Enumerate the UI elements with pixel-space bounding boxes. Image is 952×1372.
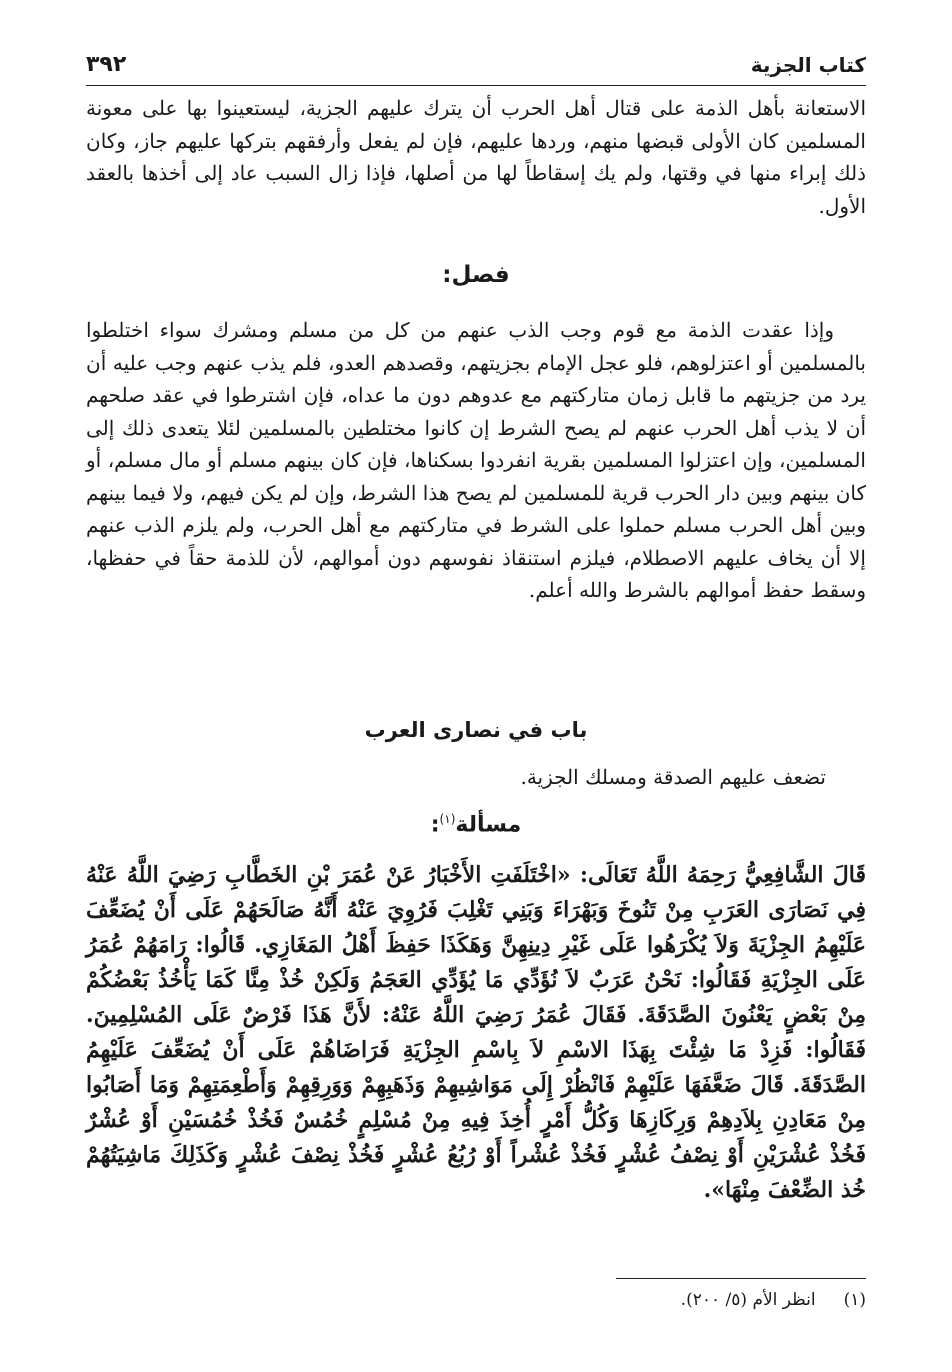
footnote-number: (١) [843, 1290, 866, 1310]
footnote-reference[interactable]: (١) [439, 812, 456, 826]
book-title: كتاب الجزية [750, 53, 866, 77]
masala-heading [86, 812, 866, 837]
footnote-text: انظر الأم (٥/ ٢٠٠). [680, 1290, 816, 1310]
page-number: ٣٩٢ [86, 52, 127, 77]
paragraph-2: وإذا عقدت الذمة مع قوم وجب الذب عنهم من كل من مسلم ومشرك سواء اختلطوا بالمسلمين أو اعتزلوهم، فلو عجل الإمام بجزيتهم، وقصدهم العدو، فلم يذب عنهم وجب عليه أن يرد من جزيتهم ما قابل زمان متاركتهم مع عدوهم دون ما عداه، فإن اشترطوا في عقد صلحهم أن لا يذب أهل الحرب عنهم لم يصح الشرط إن كانوا مختلطين بالمسلمين لئلا يتعدى ذلك إلى المسلمين، وإن اعتزلوا المسلمين بقرية انفردوا بسكناها، فإن كان بينهم مسلم أو مال مسلم، أو كان بينهم وبين دار الحرب قرية للمسلمين لم يصح هذا الشرط، وإن لم يكن فيهم، ولا فيما بينهم وبين أهل الحرب مسلم حملوا على الشرط في متاركتهم مع أهل الحرب، ولم يلزم الذب عنهم إلا أن يخاف عليهم الاصطلام، فيلزم استنقاذ نفوسهم دون أموالهم، لأن للذمة حقاً في حفظها، وسقط حفظ أموالهم بالشرط والله أعلم. [86, 318, 867, 602]
fasl-heading: فصل: [442, 262, 510, 288]
running-header [86, 40, 866, 86]
bab-heading: باب في نصارى العرب [364, 718, 588, 742]
masala-title: مسألة [455, 812, 522, 838]
masala-colon: : [430, 812, 440, 838]
paragraph-3: تضعف عليهم الصدقة ومسلك الجزية. [520, 765, 826, 789]
footnote [86, 1290, 866, 1310]
paragraph-1: الاستعانة بأهل الذمة على قتال أهل الحرب أن يترك عليهم الجزية، ليستعينوا بها على معونة المسلمين كان الأولى قبضها منهم، وردها عليهم، فإن لم يفعل وأرفقهم بتركها عليهم جاز، وكان ذلك إبراء منها في وقتها، ولم يك إسقاطاً لها من أصلها، فإذا زال السبب عاد إلى أخذها بالعقد الأول. [86, 96, 866, 218]
shafii-quote: قَالَ الشَّافِعِيُّ رَحِمَهُ اللَّهُ تَعَالَى: «اخْتَلَفَتِ الأَخْبَارُ عَنْ عُمَرَ بْنِ الخَطَّابِ رَضِيَ اللَّهُ عَنْهُ فِي نَصَارَى العَرَبِ مِنْ تَنُوخَ وَبَهْرَاءَ وَبَنِي تَغْلِبَ فَرُوِيَ عَنْهُ أَنَّهُ صَالَحَهُمْ عَلَى أَنْ يُضَعِّفَ عَلَيْهِمُ الجِزْيَةَ وَلاَ يُكْرَهُوا عَلَى غَيْرِ دِينِهِنَّ وَهَكَذَا حَفِظَ أَهْلُ المَغَازِي. قَالُوا: رَامَهُمْ عُمَرُ عَلَى الجِزْيَةِ فَقَالُوا: نَحْنُ عَرَبٌ لاَ نُؤَدِّي مَا يُؤَدِّي العَجَمُ وَلَكِنْ خُذْ مِنَّا كَمَا يَأْخُذُ بَعْضُكُمْ مِنْ بَعْضٍ يَعْنُونَ الصَّدَقَةَ. فَقَالَ عُمَرُ رَضِيَ اللَّهُ عَنْهُ: لأَنَّ هَذَا فَرْضٌ عَلَى المُسْلِمِينَ. فَقَالُوا: فَزِدْ مَا شِئْتَ بِهَذَا الاسْمِ لاَ بِاسْمِ الجِزْيَةِ فَرَاضَاهُمْ عَلَى أَنْ يُضَعِّفَ عَلَيْهِمُ الصَّدَقَةَ. قَالَ ضَعَّفَهَا عَلَيْهِمْ فَانْظُرْ إِلَى مَوَاشِيهِمْ وَذَهَبِهِمْ وَوَرِقِهِمْ وَأَطْعِمَتِهِمْ وَمَا أَصَابُوا مِنْ مَعَادِنِ بِلاَدِهِمْ وَرِكَازِهَا وَكُلُّ أَمْرٍ أُخِذَ فِيهِ مِنْ مُسْلِمٍ خُمُسٌ فَخُذْ خُمُسَيْنِ أَوْ عُشْرٌ فَخُذْ عُشْرَيْنِ أَوْ نِصْفُ عُشْرٍ فَخُذْ عُشْراً أَوْ رُبُعُ عُشْرٍ فَخُذْ نِصْفَ عُشْرٍ وَكَذَلِكَ مَاشِيَتُهُمْ خُذ الضِّعْفَ مِنْهَا». [86, 862, 866, 1203]
footnote-divider [616, 1278, 866, 1279]
